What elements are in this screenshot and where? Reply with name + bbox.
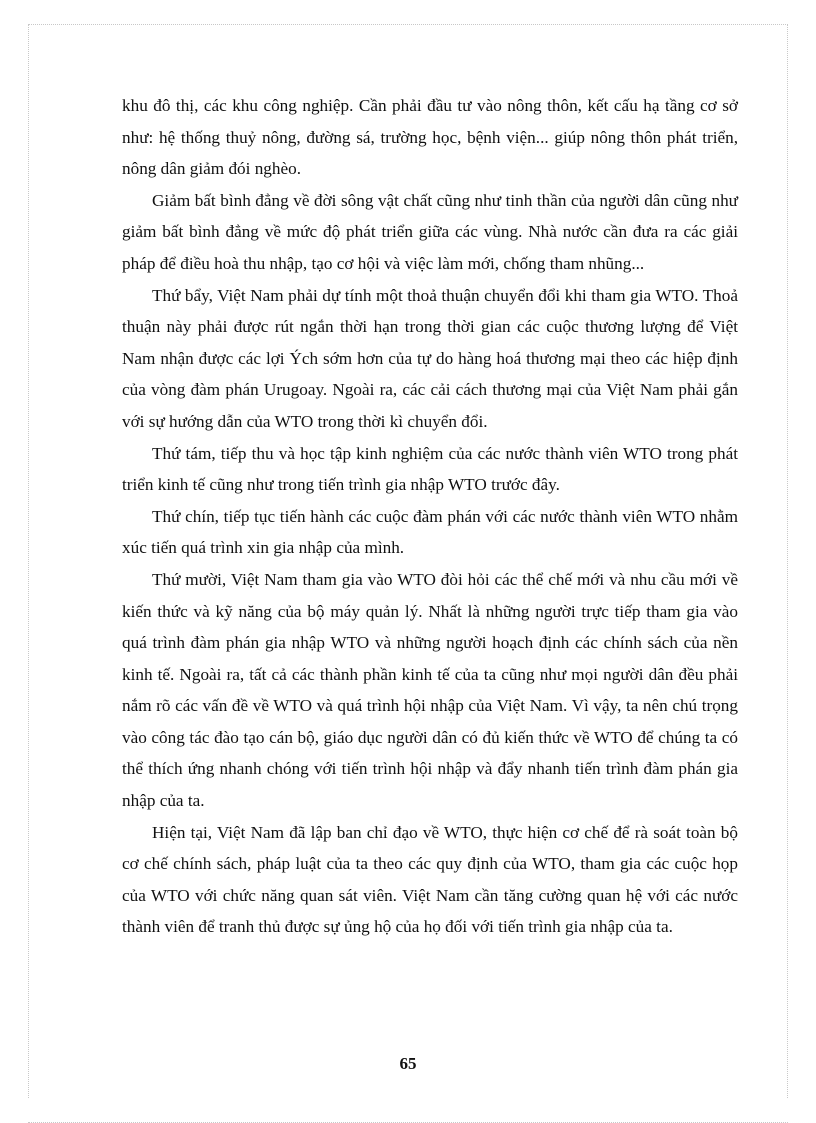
paragraph-1: khu đô thị, các khu công nghiệp. Cần phải đầu tư vào nông thôn, kết cấu hạ tầng cơ sở như: hệ thống thuỷ nông, đường sá, trường học, bệnh viện... giúp nông thôn phát triển, nông dân giảm đói nghèo. xyxy=(122,96,738,179)
paragraph-4: Thứ tám, tiếp thu và học tập kinh nghiệm của các nước thành viên WTO trong phát triển kinh tế cũng như trong tiến trình gia nhập WTO trước đây. xyxy=(122,443,738,495)
paragraph-6: Thứ mười, Việt Nam tham gia vào WTO đòi hỏi các thể chế mới và nhu cầu mới về kiến thức và kỹ năng của bộ máy quản lý. Nhất là những người trực tiếp tham gia vào quá trình đàm phán gia nhập WTO và những người hoạch định các chính sách của nền kinh tế. Ngoài ra, tất cả các thành phần kinh tế của ta cũng như mọi người dân đều phải nắm rõ các vấn đề về WTO và quá trình hội nhập của Việt Nam. Vì vậy, ta nên chú trọng vào công tác đào tạo cán bộ, giáo dục người dân có đủ kiến thức về WTO để chúng ta có thể thích ứng nhanh chóng với tiến trình hội nhập và đẩy nhanh tiến trình đàm phán gia nhập của ta. xyxy=(122,569,738,811)
body-text xyxy=(122,90,738,943)
paragraph-3: Thứ bẩy, Việt Nam phải dự tính một thoả thuận chuyển đổi khi tham gia WTO. Thoả thuận này phải được rút ngắn thời hạn trong thời gian các cuộc thương lượng để Việt Nam nhận được các lợi Ých sớm hơn của tự do hàng hoá thương mại theo các hiệp định của vòng đàm phán Urugoay. Ngoài ra, các cải cách thương mại của Việt Nam phải gắn với sự hướng dẫn của WTO trong thời kì chuyển đổi. xyxy=(122,285,738,431)
paragraph-7: Hiện tại, Việt Nam đã lập ban chỉ đạo về WTO, thực hiện cơ chế để rà soát toàn bộ cơ chế chính sách, pháp luật của ta theo các quy định của WTO, tham gia các cuộc họp của WTO với chức năng quan sát viên. Việt Nam cần tăng cường quan hệ với các nước thành viên để tranh thủ được sự ủng hộ của họ đối với tiến trình gia nhập của ta. xyxy=(122,822,738,937)
page-number: 65 xyxy=(399,1054,417,1073)
paragraph-2: Giảm bất bình đẳng về đời sông vật chất cũng như tinh thần của người dân cũng như giảm bất bình đẳng về mức độ phát triển giữa các vùng. Nhà nước cần đưa ra các giải pháp để điều hoà thu nhập, tạo cơ hội và việc làm mới, chống tham nhũng... xyxy=(122,190,738,273)
paragraph-5: Thứ chín, tiếp tục tiến hành các cuộc đàm phán với các nước thành viên WTO nhằm xúc tiến quá trình xin gia nhập của mình. xyxy=(122,506,738,558)
